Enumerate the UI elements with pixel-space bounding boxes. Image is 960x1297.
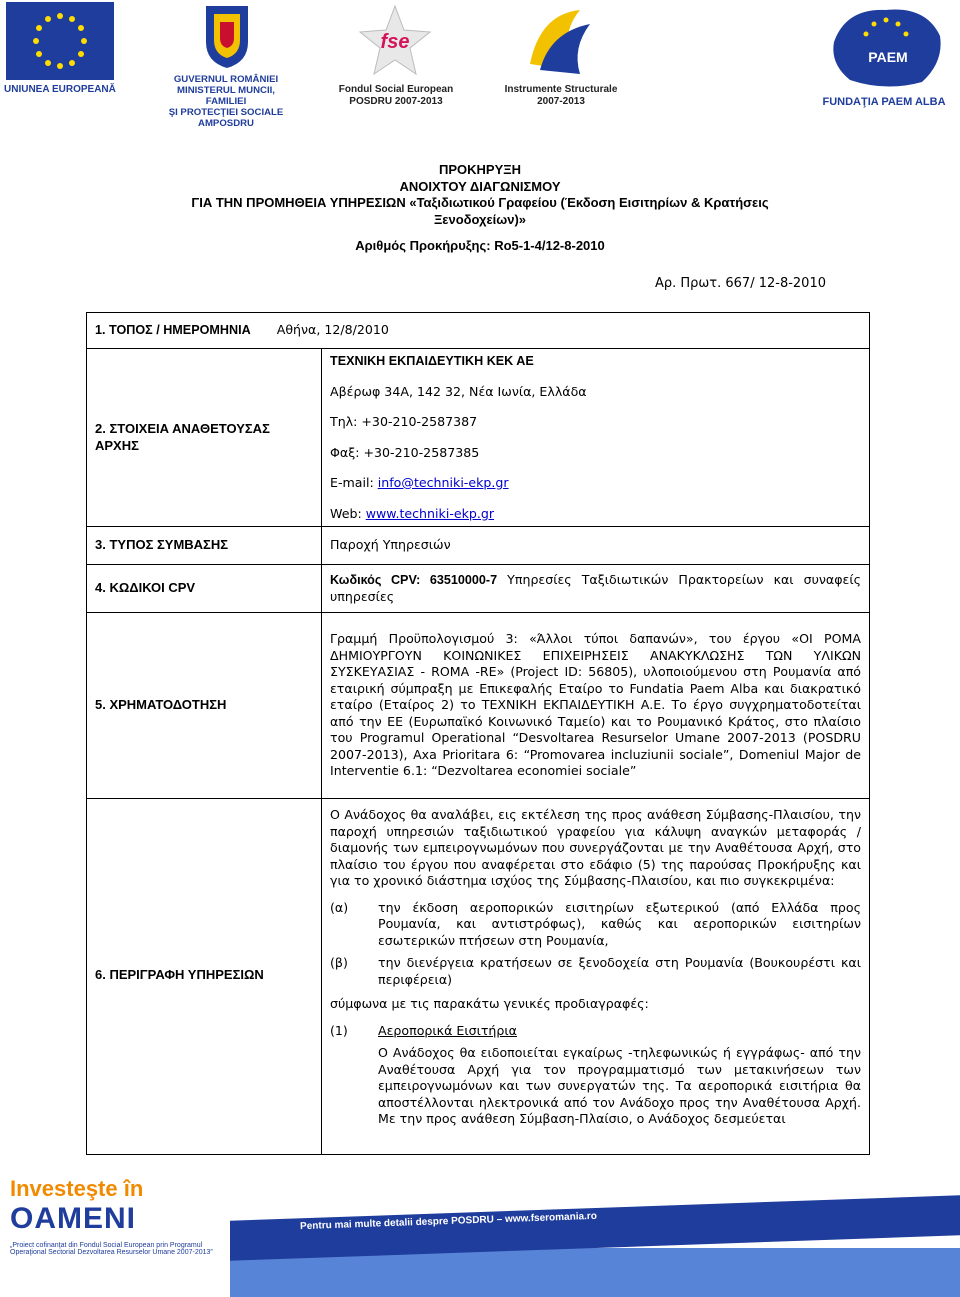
table-row <box>87 613 870 799</box>
contracting-authority-value <box>322 349 870 527</box>
website-link[interactable]: www.techniki-ekp.gr <box>365 505 495 521</box>
table-row <box>87 313 870 349</box>
authority-fax: Φαξ: +30-210-2587385 <box>330 444 480 460</box>
eu-caption: UNIUNEA EUROPEANĂ <box>4 84 116 95</box>
government-caption: GUVERNUL ROMÂNIEI MINISTERUL MUNCII, FAMILIEI ŞI PROTECŢIEI SOCIALE AMPOSDRU <box>168 74 284 129</box>
structural-instruments-logo-icon <box>520 4 600 78</box>
email-link[interactable]: info@techniki-ekp.gr <box>377 475 509 490</box>
table-row <box>87 527 870 565</box>
place-date-cell <box>87 313 870 349</box>
invest-in-people-logo: Investeşte în OAMENI „Proiect cofinanţat din Fondul Social European prin Programul Operaţional Sectorial Dezvoltarea Resurselor Umane 2007-2013” <box>10 1176 220 1256</box>
place-date-value: Αθήνα, 12/8/2010 <box>276 322 389 338</box>
footer-band-text: Pentru mai multe detalii despre POSDRU – www.fseromania.ro <box>299 1210 598 1233</box>
paem-caption: FUNDAŢIA PAEM ALBA <box>822 96 946 108</box>
services-description-value <box>322 799 870 1155</box>
authority-name: ΤΕΧΝΙΚΗ ΕΚΠΑΙΔΕΥΤΙΚΗ ΚΕΚ ΑΕ <box>330 354 534 368</box>
tender-details-table <box>86 312 870 1155</box>
place-date-label: 1. ΤΟΠΟΣ / ΗΜΕΡΟΜΗΝΙΑ <box>95 323 251 338</box>
table-row <box>87 565 870 613</box>
cpv-codes-label: 4. ΚΩΔΙΚΟΙ CPV <box>87 565 322 613</box>
table-row <box>87 349 870 527</box>
authority-web: Web: www.techniki-ekp.gr <box>330 505 495 521</box>
list-item: (β) την διενέργεια κρατήσεων σε ξενοδοχεία στη Ρουμανία (Βουκουρέστι και περιφέρεια) <box>330 955 861 987</box>
project-cofinancing-note: „Proiect cofinanţat din Fondul Social European prin Programul Operaţional Sectorial Dezvoltarea Resurselor Umane 2007-2013” <box>10 1242 213 1256</box>
cpv-codes-value: Κωδικός CPV: 63510000-7 Υπηρεσίες Ταξιδιωτικών Πρακτορείων και συναφείς υπηρεσίες <box>322 565 870 613</box>
paem-logo-icon <box>826 2 946 92</box>
romania-coat-of-arms-icon <box>200 2 254 70</box>
svg-text:fse: fse <box>380 31 410 53</box>
contracting-authority-label: 2. ΣΤΟΙΧΕΙΑ ΑΝΑΘΕΤΟΥΣΑΣ ΑΡΧΗΣ <box>87 349 322 527</box>
list-item: (α) την έκδοση αεροπορικών εισιτηρίων εξωτερικού (από Ελλάδα προς Ρουμανία, και αντιστρόφως), καθώς και αεροπορικών εισιτηρίων εσωτερικών πτήσεων στη Ρουμανία, <box>330 899 861 948</box>
eu-flag-icon <box>6 2 114 80</box>
fse-caption: Fondul Social European POSDRU 2007-2013 <box>338 84 454 107</box>
list-item: (1) Αεροπορικά Εισιτήρια <box>330 1022 517 1038</box>
specs-intro: σύμφωνα με τις παρακάτω γενικές προδιαγραφές: <box>330 996 649 1011</box>
services-description-label: 6. ΠΕΡΙΓΡΑΦΗ ΥΠΗΡΕΣΙΩΝ <box>87 799 322 1155</box>
contract-type-label: 3. ΤΥΠΟΣ ΣΥΜΒΑΣΗΣ <box>87 527 322 565</box>
funding-label: 5. ΧΡΗΜΑΤΟΔΟΤΗΣΗ <box>87 613 322 799</box>
contract-type-value: Παροχή Υπηρεσιών <box>322 527 870 565</box>
logo-strip <box>0 0 960 129</box>
table-row <box>87 799 870 1155</box>
services-intro: Ο Ανάδοχος θα αναλάβει, εις εκτέλεση της προς ανάθεση Σύμβασης-Πλαισίου, την παροχή υπηρεσιών ταξιδιωτικού γραφείου για κάλυψη αναγκών μεταφοράς / διαμονής των εμπειρογνωμόνων που συνεργάζονται με την Αναθέτουσα Αρχή, στο πλαίσιο του έργου που αναφέρεται στο εδάφιο (5) της παρούσας Προκήρυξης και για το χρονικό διάστημα ισχύος της Σύμβασης-Πλαισίου, και πιο συγκεκριμένα: <box>330 807 861 888</box>
fse-logo-icon <box>358 4 432 78</box>
authority-address: Αβέρωφ 34Α, 142 32, Νέα Ιωνία, Ελλάδα <box>330 383 587 399</box>
document-title: ΠΡΟΚΗΡΥΞΗ ΑΝΟΙΧΤΟΥ ΔΙΑΓΩΝΙΣΜΟΥ ΓΙΑ ΤΗΝ ΠΡΟΜΗΘΕΙΑ ΥΠΗΡΕΣΙΩΝ «Ταξιδιωτικού Γραφείου (Έκδοση Εισιτηρίων & Κρατήσεις Ξενοδοχείων)» <box>191 162 769 227</box>
air-tickets-text: Ο Ανάδοχος θα ειδοποιείται εγκαίρως -τηλεφωνικώς ή εγγράφως- από την Αναθέτουσα Αρχή για τον προγραμματισμό των μετακινήσεων των εμπειρογνωμόνων και των συνεργατών της. Τα αεροπορικά εισιτήρια θα αποστέλλονται ηλεκτρονικά από τον Ανάδοχο προς την Αναθέτουσα Αρχή. Με την προς ανάθεση Σύμβαση-Πλαίσιο, ο Ανάδοχος δεσμεύεται <box>378 1045 861 1126</box>
tender-number: Αριθμός Προκήρυξης: Ro5-1-4/12-8-2010 <box>355 238 605 253</box>
protocol-number: Αρ. Πρωτ. 667/ 12-8-2010 <box>654 276 826 291</box>
footer-banner <box>0 1168 960 1297</box>
authority-email: E-mail: info@techniki-ekp.gr <box>330 475 509 490</box>
svg-text:PAEM: PAEM <box>868 49 908 65</box>
structural-instruments-caption: Instrumente Structurale 2007-2013 <box>504 84 618 107</box>
funding-value: Γραμμή Προϋπολογισμού 3: «Άλλοι τύποι δαπανών», του έργου «ΟΙ ΡΟΜΑ ΔΗΜΙΟΥΡΓΟΥΝ ΚΟΙΝΩΝΙΚΕΣ ΕΠΙΧΕΙΡΗΣΕΙΣ ΑΝΑΚΥΚΛΩΣΗΣ ΤΩΝ ΥΛΙΚΩΝ ΣΥΣΚΕΥΑΣΙΑΣ - ROMA -RE» (Project ID: 56805), υλοποιούμενου στη Ρουμανία από εταιρική σύμπραξη με Επικεφαλής Εταίρο το Fundatia Paem Alba και διακρατικό εταίρο (Εταίρος 2) το ΤΕΧΝΙΚΗ ΕΚΠΑΙΔΕΥΤΙΚΗ Α.Ε. Το έργο συγχρηματοδοτείται από την ΕΕ (Ευρωπαϊκό Κοινωνικό Ταμείο) και το Ρουμανικό Κράτος, στο πλαίσιο του Programul Operational “Desvoltarea Resurselor Umane 2007-2013 (POSDRU 2007-2013), Axa Prioritara 6: “Promovarea incluziunii sociale”, Domeniul Major de Interventie 6.1: “Dezvoltarea economiei sociale” <box>322 613 870 799</box>
authority-phone: Τηλ: +30-210-2587387 <box>330 414 478 429</box>
